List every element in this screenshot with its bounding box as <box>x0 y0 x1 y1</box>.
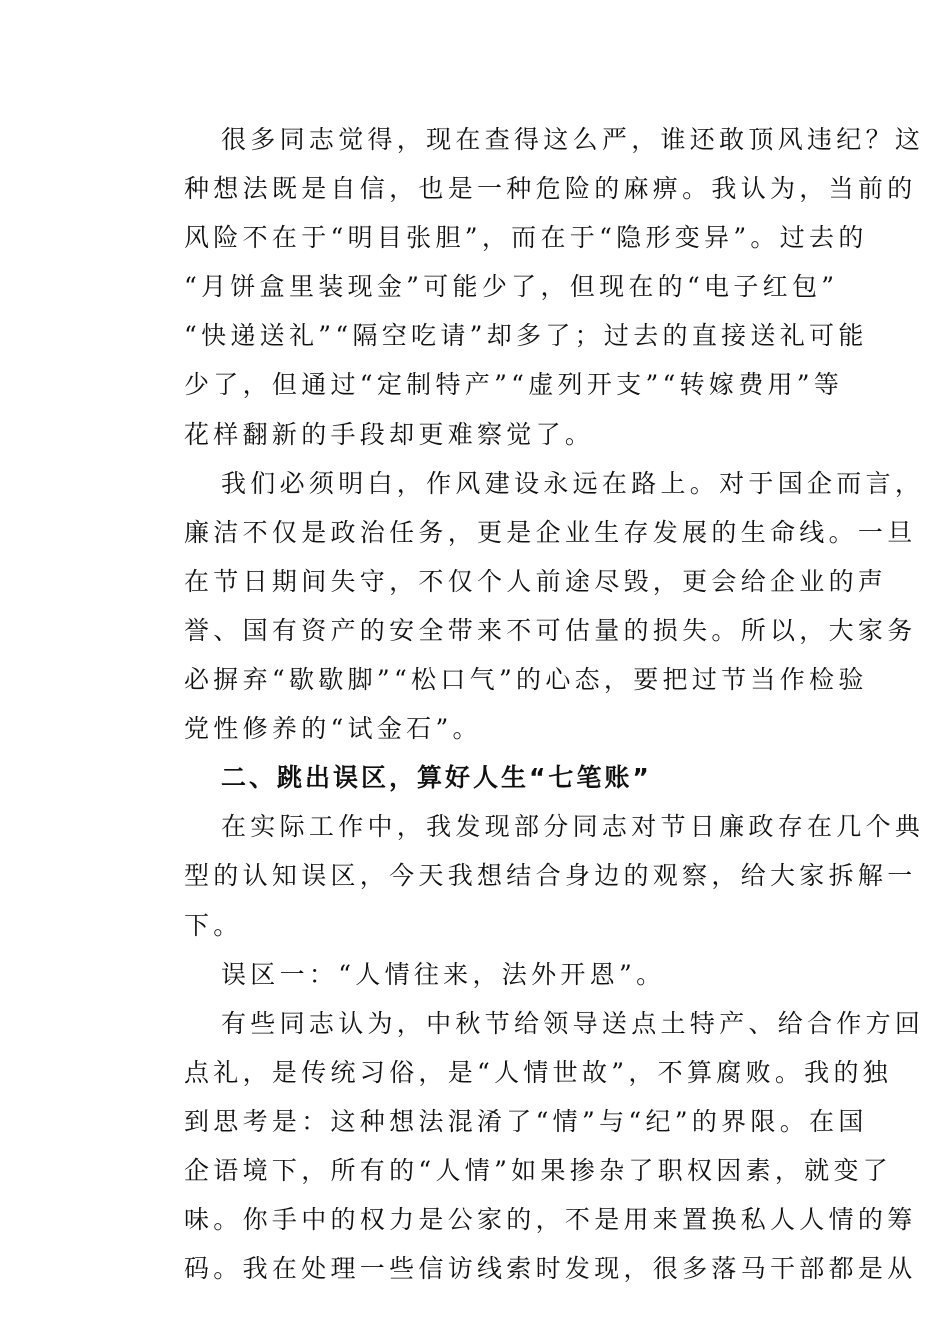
document-body <box>147 115 925 1293</box>
text-line: 点礼，是传统习俗，是“人情世故”，不算腐败。我的独 <box>184 1057 893 1087</box>
text-line: 型的认知误区，今天我想结合身边的观察，给大家拆解一 <box>184 861 917 891</box>
text-line: 风险不在于“明目张胆”，而在于“隐形变异”。过去的 <box>184 223 868 253</box>
text-line: 有些同志认为，中秋节给领导送点土特产、给合作方回 <box>221 1008 925 1038</box>
text-line: 少了，但通过“定制特产”“虚列开支”“转嫁费用”等 <box>184 370 844 400</box>
text-line: 下。 <box>184 910 243 940</box>
section-heading <box>147 753 797 802</box>
paragraph-3 <box>147 802 925 949</box>
paragraph-4 <box>147 950 797 999</box>
text-line: 廉洁不仅是政治任务，更是企业生存发展的生命线。一旦 <box>184 517 917 547</box>
text-line: 误区一：“人情往来，法外开恩”。 <box>221 959 666 989</box>
text-line: “快递送礼”“隔空吃请”却多了；过去的直接送礼可能 <box>184 321 868 351</box>
paragraph-1 <box>147 115 925 459</box>
text-line: 在实际工作中，我发现部分同志对节日廉政存在几个典 <box>221 812 925 842</box>
text-line: 味。你手中的权力是公家的，不是用来置换私人人情的筹 <box>184 1205 917 1235</box>
text-line: 种想法既是自信，也是一种危险的麻痹。我认为，当前的 <box>184 174 917 204</box>
text-line: 到思考是：这种想法混淆了“情”与“纪”的界限。在国 <box>184 1106 868 1136</box>
text-line: 很多同志觉得，现在查得这么严，谁还敢顶风违纪？这 <box>221 125 925 154</box>
paragraph-5 <box>147 999 925 1294</box>
text-line: 在节日期间失守，不仅个人前途尽毁，更会给企业的声 <box>184 566 888 596</box>
text-line: 必摒弃“歇歇脚”“松口气”的心态，要把过节当作检验 <box>184 665 868 695</box>
text-line: 党性修养的“试金石”。 <box>184 714 482 744</box>
text-line: 码。我在处理一些信访线索时发现，很多落马干部都是从 <box>184 1254 917 1284</box>
text-line: 花样翻新的手段却更难察觉了。 <box>184 419 595 449</box>
text-line: 誉、国有资产的安全带来不可估量的损失。所以，大家务 <box>184 615 917 645</box>
section-heading-text: 二、跳出误区，算好人生“七笔账” <box>221 763 652 793</box>
text-line: “月饼盒里装现金”可能少了，但现在的“电子红包” <box>184 272 839 302</box>
paragraph-2 <box>147 459 925 754</box>
text-line: 企语境下，所有的“人情”如果掺杂了职权因素，就变了 <box>184 1155 893 1185</box>
text-line: 我们必须明白，作风建设永远在路上。对于国企而言， <box>221 468 925 498</box>
